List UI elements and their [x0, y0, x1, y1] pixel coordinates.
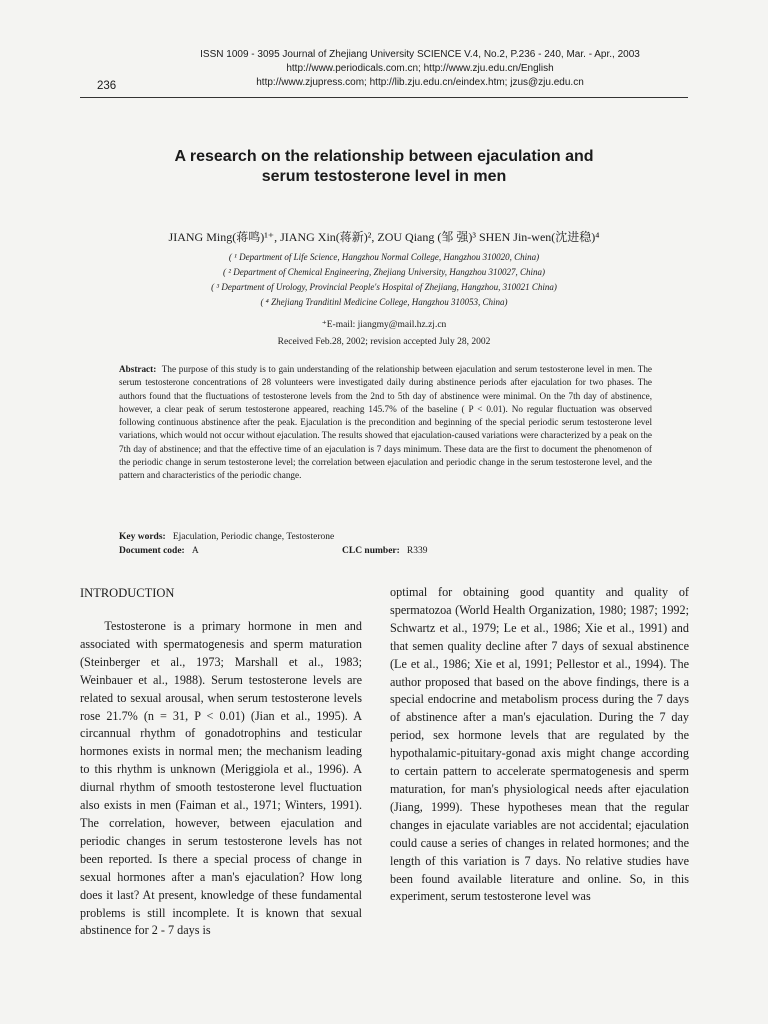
journal-header-line2: http://www.periodicals.com.cn; http://www.zju.edu.cn/English [286, 63, 554, 74]
header-rule [80, 97, 688, 98]
author-list: JIANG Ming(蒋鸣)¹⁺, JIANG Xin(蒋新)², ZOU Qiang (邹 强)³ SHEN Jin-wen(沈进稳)⁴ [168, 230, 600, 244]
corresponding-email: ⁺E-mail: jiangmy@mail.hz.zj.cn [321, 320, 447, 330]
body-column-right [390, 584, 689, 906]
journal-header-line1: ISSN 1009 - 3095 Journal of Zhejiang University SCIENCE V.4, No.2, P.236 - 240, Mar. - Apr., 2003 [200, 49, 640, 60]
keywords-label: Key words: [119, 532, 166, 542]
document-code-value: A [191, 546, 199, 556]
received-dates: Received Feb.28, 2002; revision accepted July 28, 2002 [277, 337, 491, 347]
keywords-text: Ejaculation, Periodic change, Testosterone [172, 532, 335, 542]
clc-number-label: CLC number: [342, 546, 400, 556]
keywords [119, 531, 334, 544]
abstract-label: Abstract: [119, 364, 157, 374]
title-line-1: A research on the relationship between ejaculation and [174, 148, 594, 165]
paper-title [80, 147, 688, 187]
clc-number-value: R339 [406, 546, 428, 556]
section-heading-introduction: INTRODUCTION [80, 586, 175, 600]
intro-paragraph-left: Testosterone is a primary hormone in men and associated with spermatogenesis and sperm maturation (Steinberger et al., 1973; Marshall et al., 1983; Weinbauer et al., 1988). Serum testosterone levels are related to sexual arousal, when serum testosterone levels rose 21.7% (n = 31, P < 0.01) (Jian et al., 1995). A circannual rhythm of gonadotrophins and testicular hormones exists in normal men; the mechanism leading to this rhythm is unknown (Meriggiola et al., 1996). A diurnal rhythm of smooth testosterone level fluctuation also exists in men (Faiman et al., 1971; Winters, 1991). The correlation, however, between ejaculation and periodic changes in serum testosterone levels has not been reported. Is there a special process of change in sexual hormones after a man's ejaculation? How long does it last? At present, knowledge of these fundamental problems is still incomplete. It is known that sexual abstinence for 2 - 7 days is [80, 619, 362, 938]
journal-header-line3: http://www.zjupress.com; http://lib.zju.edu.cn/eindex.htm; jzus@zju.edu.cn [256, 77, 584, 88]
affiliation-2: ( ² Department of Chemical Engineering, Zhejiang University, Hangzhou 310027, China) [223, 267, 545, 277]
page-number: 236 [97, 80, 117, 92]
affiliation-3: ( ³ Department of Urology, Provincial People's Hospital of Zhejiang, Hangzhou, 310021 China) [211, 282, 557, 292]
document-code-label: Document code: [119, 546, 185, 556]
document-code [119, 545, 199, 558]
title-line-2: serum testosterone level in men [261, 168, 507, 185]
abstract-text: The purpose of this study is to gain understanding of the relationship between ejaculation and serum testosterone level in men. The serum testosterone concentrations of 28 volunteers were investigated daily during abstinence periods after ejaculation for two phases. The authors found that the fluctuations of testosterone levels from the 2nd to 5th day of abstinence were minimal. On the 7th day of abstinence, however, a clear peak of serum testosterone appeared, reaching 145.7% of the baseline ( P < 0.01). No regular fluctuation was observed following continuous abstinence after the peak. Ejaculation is the precondition and beginning of the special periodic serum testosterone level variations, which would not occur without ejaculation. The results showed that ejaculation-caused variations were characterized by a peak on the 7th day of abstinence; and that the effective time of an ejaculation is 7 days minimum. These data are the first to document the phenomenon of the periodic change in serum testosterone level; the correlation between ejaculation and periodic change in the serum testosterone level, and the pattern and characteristics of the periodic change. [119, 364, 653, 481]
intro-paragraph-right: optimal for obtaining good quantity and quality of spermatozoa (World Health Organization, 1980; 1987; 1992; Schwartz et al., 1979; Le et al., 1986; Xie et al., 1991) and that semen quality decline after 7 days of sexual abstinence (Le et al., 1986; Xie et al, 1991; Pellestor et al., 1994). The author proposed that based on the above findings, there is a special endocrine and metabolism process during the 7 days of abstinence after a man's ejaculation. During the 7 day period, sex hormone levels that are regulated by the hypothalamic-pituitary-gonad axis might change according to certain pattern to accelerate spermatogenesis and sperm maturation, for man's physiological needs after ejaculation (Jiang, 1999). These hypotheses mean that the regular changes in ejaculate variables are not accidental; ejaculation could cause a series of changes in related hormones; and the length of this variation is 7 days. No relative studies have been found available literature and online. So, in this experiment, serum testosterone level was [390, 585, 689, 904]
affiliation-4: ( ⁴ Zhejiang Tranditinl Medicine College, Hangzhou 310053, China) [260, 297, 508, 307]
abstract [119, 363, 652, 483]
affiliation-1: ( ¹ Department of Life Science, Hangzhou Normal College, Hangzhou 310020, China) [228, 252, 540, 262]
clc-number [342, 545, 428, 558]
body-column-left [80, 618, 362, 940]
